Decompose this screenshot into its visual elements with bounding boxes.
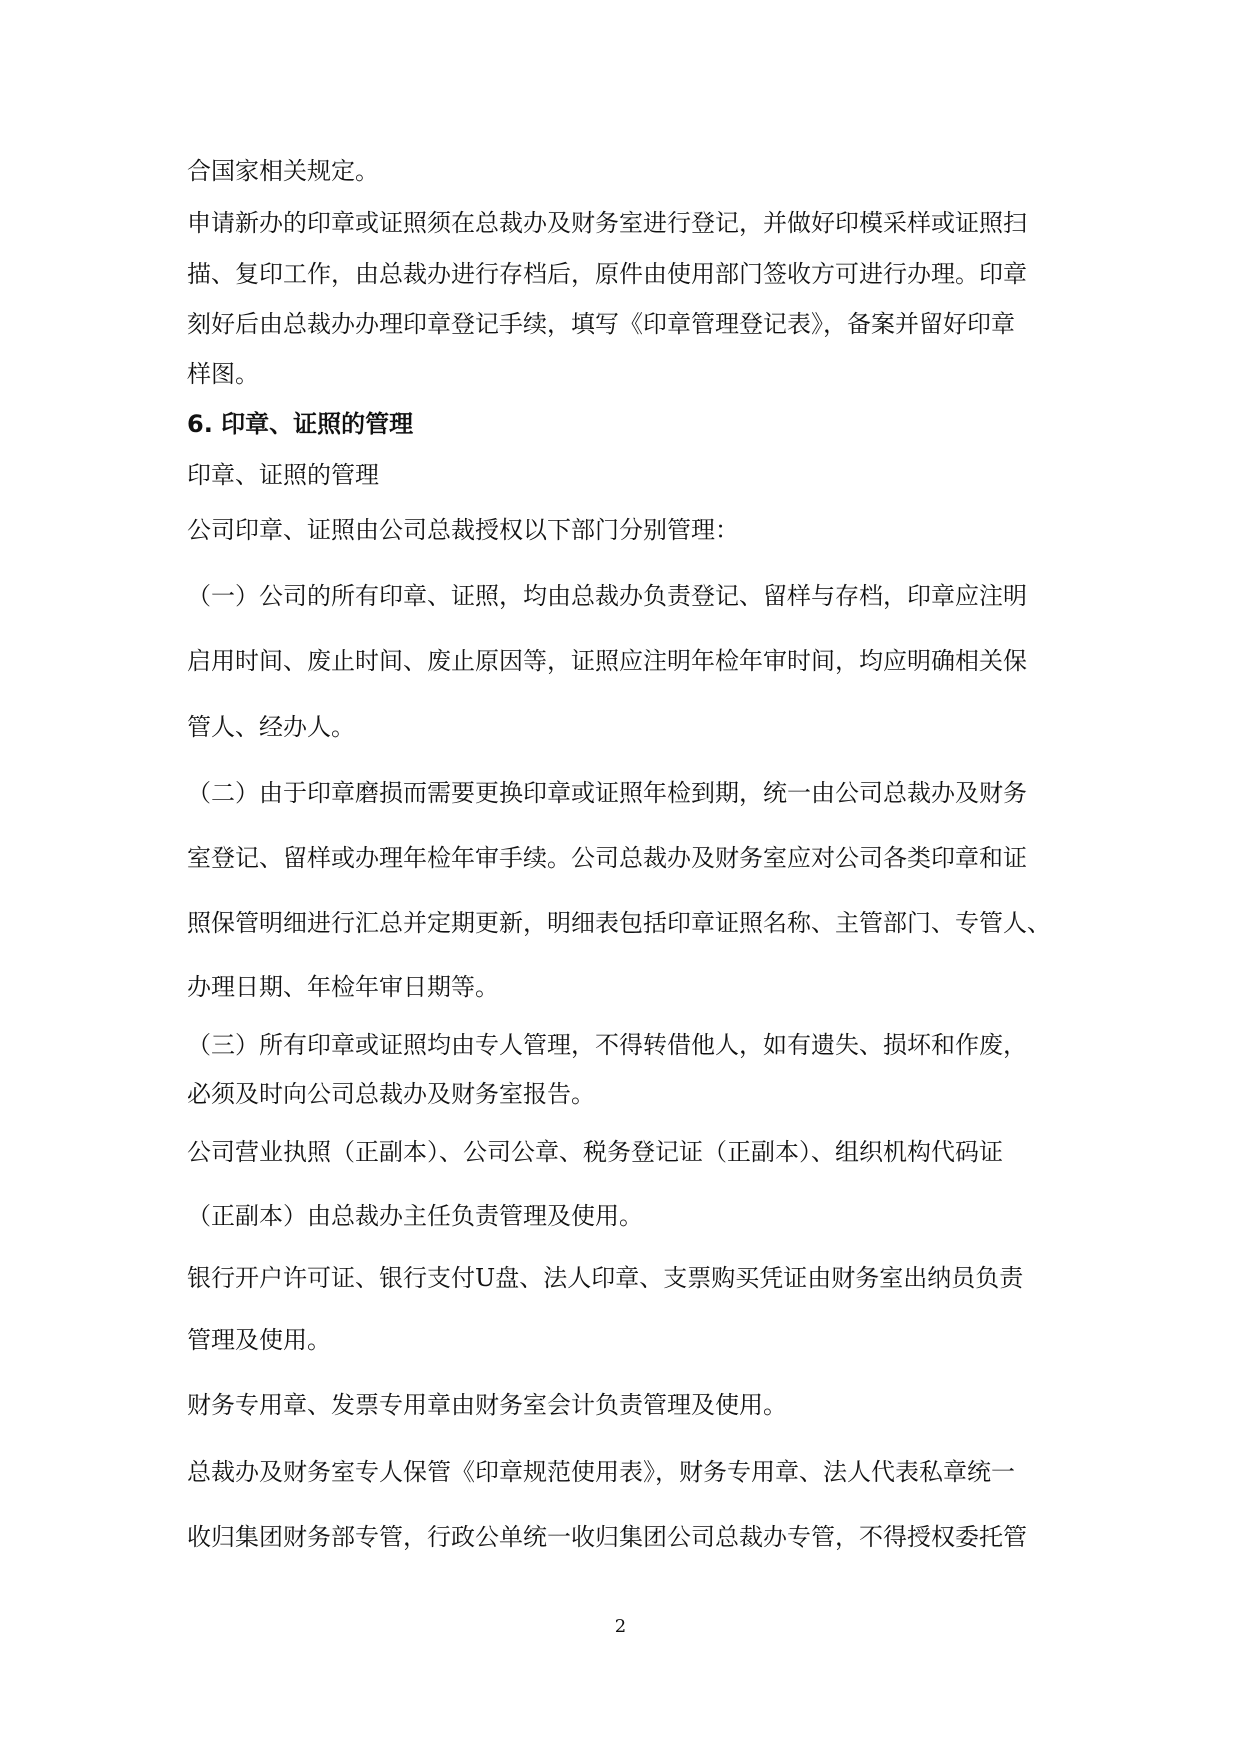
text-line: 样图。: [187, 360, 259, 388]
text-line: 印章、证照的管理: [187, 461, 379, 489]
text-line: （二）由于印章磨损而需要更换印章或证照年检到期，统一由公司总裁办及财务: [187, 779, 1027, 807]
text-line: 申请新办的印章或证照须在总裁办及财务室进行登记，并做好印模采样或证照扫: [187, 209, 1027, 237]
text-line: 描、复印工作，由总裁办进行存档后，原件由使用部门签收方可进行办理。印章: [187, 260, 1027, 288]
text-line: 启用时间、废止时间、废止原因等，证照应注明年检年审时间，均应明确相关保: [187, 647, 1027, 675]
text-line: 办理日期、年检年审日期等。: [187, 973, 499, 1001]
page-number: 2: [614, 1616, 627, 1637]
text-line: 财务专用章、发票专用章由财务室会计负责管理及使用。: [187, 1391, 787, 1419]
text-line: （正副本）由总裁办主任负责管理及使用。: [187, 1202, 643, 1230]
text-line: 刻好后由总裁办办理印章登记手续，填写《印章管理登记表》，备案并留好印章: [187, 310, 1015, 338]
section-heading: 6. 印章、证照的管理: [187, 410, 414, 438]
text-line: （一）公司的所有印章、证照，均由总裁办负责登记、留样与存档，印章应注明: [187, 582, 1027, 610]
text-line: 总裁办及财务室专人保管《印章规范使用表》，财务专用章、法人代表私章统一: [187, 1458, 1015, 1486]
text-line: 必须及时向公司总裁办及财务室报告。: [187, 1080, 595, 1108]
text-line: （三）所有印章或证照均由专人管理，不得转借他人，如有遗失、损坏和作废，: [187, 1031, 1027, 1059]
text-line: 公司印章、证照由公司总裁授权以下部门分别管理：: [187, 516, 739, 544]
text-line: 公司营业执照（正副本）、公司公章、税务登记证（正副本）、组织机构代码证: [187, 1138, 1003, 1166]
text-line: 照保管明细进行汇总并定期更新，明细表包括印章证照名称、主管部门、专管人、: [187, 909, 1051, 937]
text-line: 管理及使用。: [187, 1326, 331, 1354]
text-line: 收归集团财务部专管，行政公单统一收归集团公司总裁办专管，不得授权委托管: [187, 1523, 1027, 1551]
text-line: 室登记、留样或办理年检年审手续。公司总裁办及财务室应对公司各类印章和证: [187, 844, 1027, 872]
text-line: 合国家相关规定。: [187, 157, 379, 185]
text-line: 银行开户许可证、银行支付U盘、法人印章、支票购买凭证由财务室出纳员负责: [187, 1264, 1024, 1292]
text-line: 管人、经办人。: [187, 713, 355, 741]
